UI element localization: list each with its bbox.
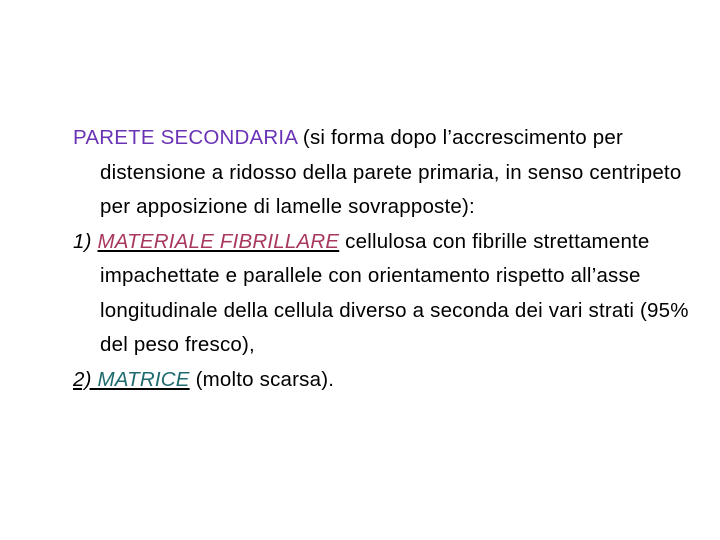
matrix-term: MATRICE bbox=[97, 367, 190, 391]
list-item-number: 2) bbox=[73, 367, 98, 391]
matrix-description: (molto scarsa). bbox=[189, 367, 335, 391]
secondary-wall-heading: PARETE SECONDARIA bbox=[73, 126, 298, 149]
fibrillar-material-term: MATERIALE FIBRILLARE bbox=[97, 229, 340, 253]
list-item-number: 1) bbox=[73, 229, 98, 253]
slide-body bbox=[73, 121, 693, 397]
fibrillar-material-description: cellulosa con fibrille strettamente impachettate e parallele con orientamento rispetto all’asse longitudinale della cellula diverso a seconda dei vari strati (95% del peso fresco), bbox=[100, 229, 689, 356]
list-item-matrix bbox=[73, 363, 693, 398]
secondary-wall-paragraph bbox=[73, 121, 693, 225]
list-item-fibrillar-material bbox=[73, 225, 693, 363]
secondary-wall-description: (si forma dopo l’accrescimento per distensione a ridosso della parete primaria, in senso centripeto per apposizione di lamelle sovrapposte): bbox=[100, 126, 682, 218]
